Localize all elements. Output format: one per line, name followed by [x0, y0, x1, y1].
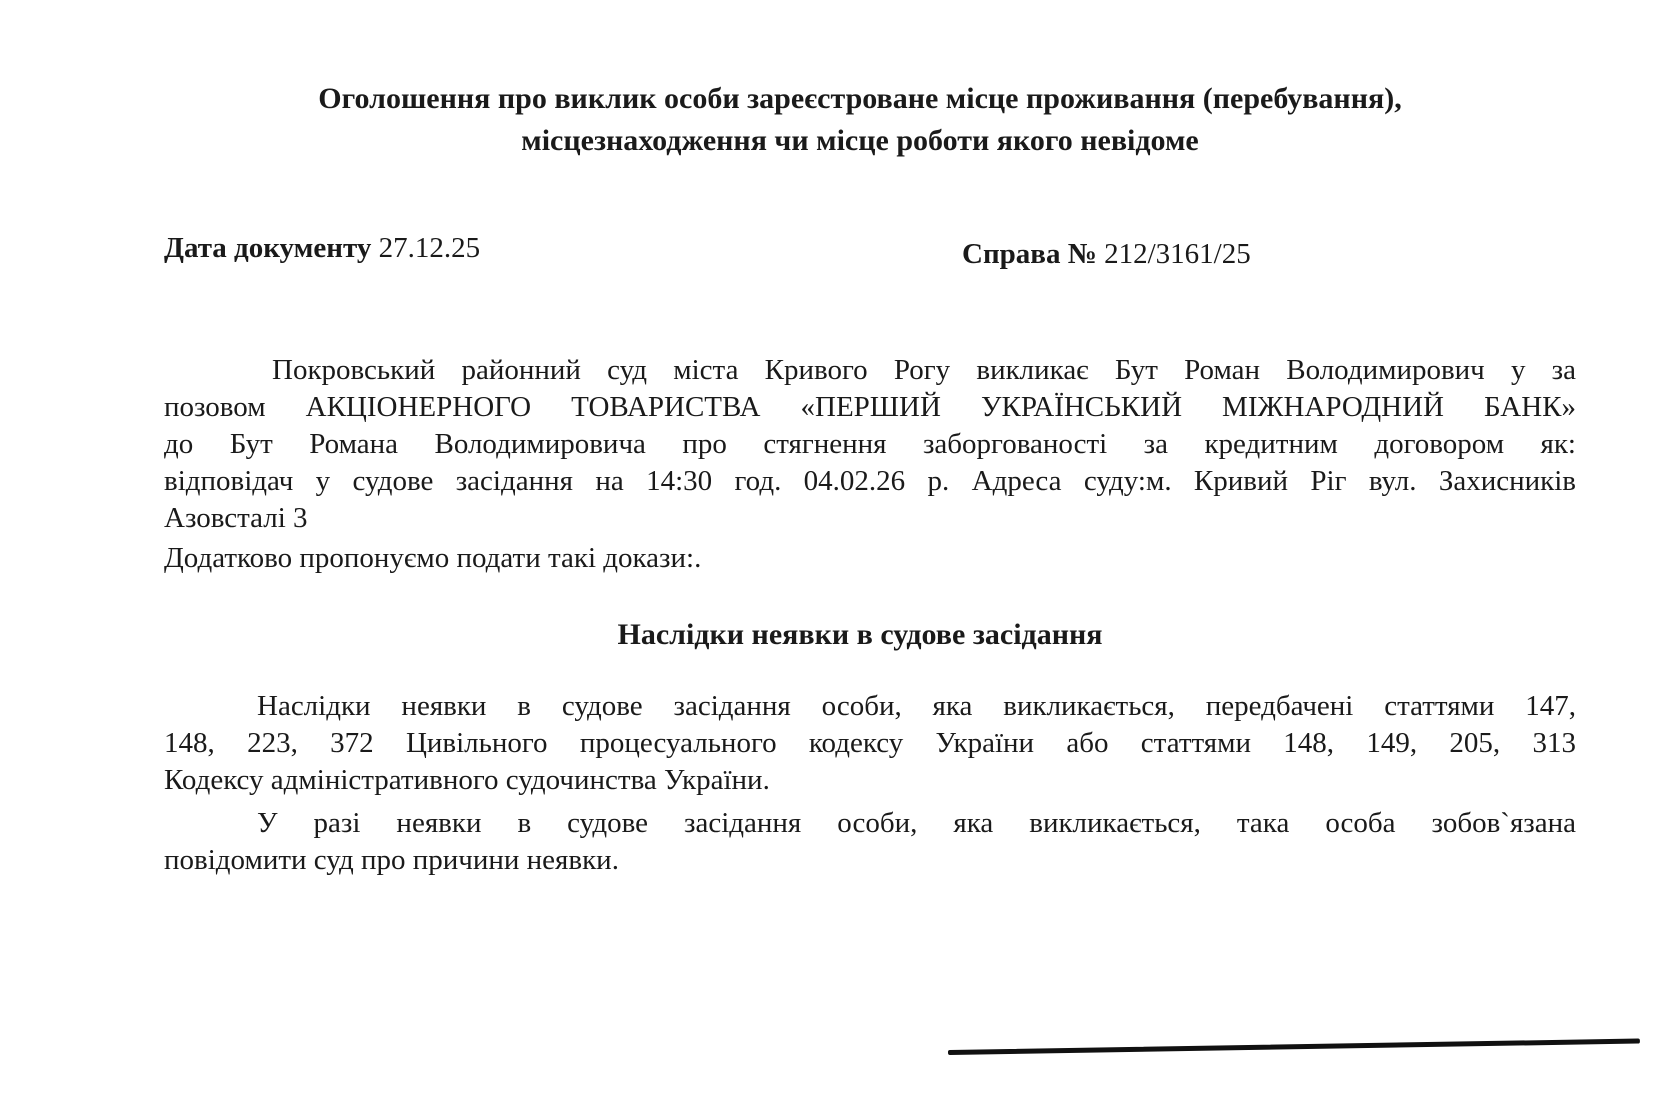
consequences-paragraph — [164, 688, 1576, 799]
consequences-heading: Наслідки неявки в судове засідання — [617, 618, 1103, 651]
document-date-value: 27.12.25 — [378, 232, 481, 264]
document-date — [164, 232, 480, 265]
case-number-value: 212/3161/25 — [1104, 238, 1251, 270]
consequences-line-1: Наслідки неявки в судове засідання особи, яка викликається, передбачені статтями 147, — [257, 690, 1576, 722]
title-line-1: Оголошення про виклик особи зареєстроване місце проживання (перебування), — [318, 82, 1402, 115]
document-date-label: Дата документу — [164, 232, 372, 264]
summons-line-2: позовом АКЦІОНЕРНОГО ТОВАРИСТВА «ПЕРШИЙ УКРАЇНСЬКИЙ МІЖНАРОДНИЙ БАНК» — [164, 391, 1576, 423]
signature-line — [948, 1039, 1640, 1055]
summons-line-1: Покровський районний суд міста Кривого Рогу викликає Бут Роман Володимирович у за — [272, 354, 1576, 386]
case-number — [962, 238, 1251, 271]
document-title — [150, 78, 1570, 162]
summons-paragraph — [164, 352, 1576, 537]
notify-line-2: повідомити суд про причини неявки. — [164, 844, 619, 876]
case-number-label: Справа № — [962, 238, 1097, 270]
summons-line-3: до Бут Романа Володимировича про стягнення заборгованості за кредитним договором як: — [164, 428, 1576, 460]
consequences-line-2: 148, 223, 372 Цивільного процесуального кодексу України або статтями 148, 149, 205, 313 — [164, 727, 1576, 759]
summons-line-4: відповідач у судове засідання на 14:30 год. 04.02.26 р. Адреса суду:м. Кривий Ріг вул. Захисників — [164, 465, 1576, 497]
notify-paragraph — [164, 805, 1576, 879]
notify-line-1: У разі неявки в судове засідання особи, яка викликається, така особа зобов`язана — [257, 807, 1576, 839]
consequences-line-3: Кодексу адміністративного судочинства України. — [164, 764, 770, 796]
title-line-2: місцезнаходження чи місце роботи якого невідоме — [521, 124, 1199, 157]
summons-line-5: Азовсталі 3 — [164, 502, 308, 534]
evidence-text: Додатково пропонуємо подати такі докази:. — [164, 542, 702, 574]
